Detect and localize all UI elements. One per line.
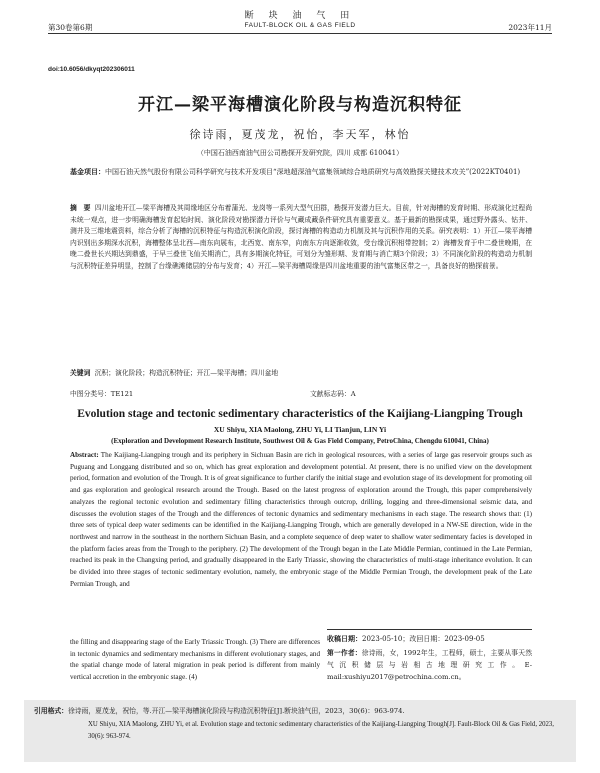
citation-label: 引用格式： (34, 707, 68, 715)
document-code: 文献标志码：A (310, 390, 356, 398)
keywords-cn (70, 367, 532, 377)
first-author-text: 徐诗雨，女，1992年生，工程师，硕士，主要从事天然气沉积储层与岩相古地理研究工作。E-mail:xushiyu2017@petrochina.com.cn。 (327, 649, 533, 681)
received-text: 2023-05-10；改回日期：2023-09-05 (362, 635, 485, 643)
abstract-cn-text: 四川盆地开江—梁平海槽及其周缘地区分布着蒲光、龙岗等一系列大型气田群，勘探开发潜力巨大。目前，针对海槽的发育时期、形成演化过程尚未统一观点，进一步明确海槽发育起始时间、演化阶段对勘探潜力评价与气藏成藏条件研究具有重要意义。基于最新的勘探成果，通过野外露头、钻井、测井及三维地震资料，综合分析了海槽的沉积特征与构造沉积演化阶段，探讨海槽的构造动力机制及其与沉积作用的关系。研究表明：1）开江—梁平海槽内识别出多期深水沉积，海槽整体呈北西—南东向展布，北西宽、南东窄，向南东方向逐渐收敛，受台缘沉积相带控制；2）海槽发育于中二叠世晚期，在晚二叠世长兴期达到鼎盛，于早三叠世飞仙关期消亡，具有多期演化特征，可划分为雏形期、发育期与消亡期3个阶段；3）不同演化阶段的构造动力机制与沉积特征差异明显，控制了台缘礁滩储层的分布与发育；4）开江—梁平海槽周缘是四川盆地重要的油气富集区带之一，具备良好的勘探前景。 (70, 204, 533, 270)
doi[interactable]: doi:10.6056/dkyqt202306011 (48, 66, 135, 73)
keywords-cn-label: 关键词 (70, 369, 91, 377)
first-author-label: 第一作者： (327, 649, 362, 657)
abstract-en-label: Abstract: (70, 451, 99, 459)
abstract-en-continued: the filling and disappearing stage of the Early Triassic Trough. (3) There are differences in tectonic dynamics and sedimentary mechanisms in different evolutionary stages, and the spatial change mode of lateral migration in peak period is different from mainly vertical accretion in the embryonic stage. (4) (70, 638, 320, 682)
affiliation-cn: （中国石油西南油气田公司勘探开发研究院，四川 成都 610041） (196, 149, 404, 157)
clc-number: 中图分类号：TE121 (70, 390, 134, 398)
page-title-en: Evolution stage and tectonic sedimentary characteristics of the Kaijiang-Liangping Trough (77, 408, 523, 420)
received-date (327, 634, 532, 644)
citation-cn (34, 706, 566, 717)
funding-label: 基金项目： (70, 168, 105, 176)
abstract-cn (70, 203, 532, 273)
abstract-cn-label: 摘 要 (70, 204, 91, 212)
keywords-cn-text: 沉积；演化阶段；构造沉积特征；开江—梁平海槽；四川盆地 (94, 369, 279, 377)
funding-text: 中国石油天然气股份有限公司科学研究与技术开发项目“深地超深油气富集领域综合地质研究与高效勘探关键技术攻关”(2022KT0401) (105, 168, 521, 176)
page-title-cn: 开江—梁平海槽演化阶段与构造沉积特征 (138, 95, 462, 115)
journal-name-cn: 断 块 油 气 田 (244, 11, 356, 21)
volume-issue: 第30卷第6期 (48, 23, 93, 32)
footnote-divider (327, 629, 532, 630)
citation-en: XU Shiyu, XIA Maolong, ZHU Yi, et al. Evolution stage and tectonic sedimentary characteristics of the Kaijiang-Liangping Trough[J]. Fault-Block Oil & Gas Field, 2023, 30(6): 963-974. (88, 721, 555, 740)
affiliation-en: (Exploration and Development Research Institute, Southwest Oil & Gas Field Company, PetroChina, Chengdu 610041, China) (111, 437, 489, 445)
abstract-en (70, 450, 532, 590)
journal-name-en: FAULT-BLOCK OIL & GAS FIELD (244, 22, 356, 29)
header-divider (48, 33, 552, 34)
received-label: 收稿日期： (327, 635, 362, 643)
abstract-en-text: The Kaijiang-Liangping trough and its periphery in Sichuan Basin are rich in geological resources, with a series of large gas reservoir groups such as Puguang and Longgang distributed and so on, which has great exploration and development potential. At present, there is no unified view on the development period, formation and evolution of the Trough. It is of great significance to further clarify the initial stage and evolution stage of its development for promoting oil and gas exploration and geological research around the Trough. Based on the latest progress of exploration around the Trough, this paper comprehensively analyzes the regional tectonic evolution and sedimentary filling characteristics through outcrop, drilling, logging and three-dimensional seismic data, and discusses the evolution stages of the Trough and the differences of tectonic dynamics and sedimentary mechanisms in each stage. The research shows that: (1) three sets of typical deep water sediments can be identified in the Kaijiang-Liangping Trough, which are generally developed in a NW-SE direction, wide in the northwest and narrow in the southeast in the northern Sichuan Basin, and a complete sequence of deep water to shallow water sedimentary facies is developed in the platform facies areas from the Trough to the periphery. (2) The development of the Trough began in the Late Middle Permian, continued in the Late Permian, reached its peak in the Changxing period, and gradually disappeared in the Early Triassic, showing the characteristics of multi-stage inheritance evolution. It can be divided into three stages of tectonic sedimentary evolution, namely, the embryonic stage of the Middle Permian Trough, the development peak of the Late Permian Trough, and (70, 451, 532, 588)
authors-en: XU Shiyu, XIA Maolong, ZHU Yi, LI Tianjun, LIN Yi (213, 425, 387, 434)
first-author-note (327, 647, 532, 683)
issue-date: 2023年11月 (508, 23, 552, 32)
citation-text-cn: 徐诗雨，夏茂龙，祝怡，等.开江—梁平海槽演化阶段与构造沉积特征[J].断块油气田，2023，30(6)：963-974. (67, 707, 405, 715)
funding (70, 166, 532, 178)
authors-cn: 徐诗雨，夏茂龙，祝怡，李天军，林怡 (189, 128, 411, 141)
